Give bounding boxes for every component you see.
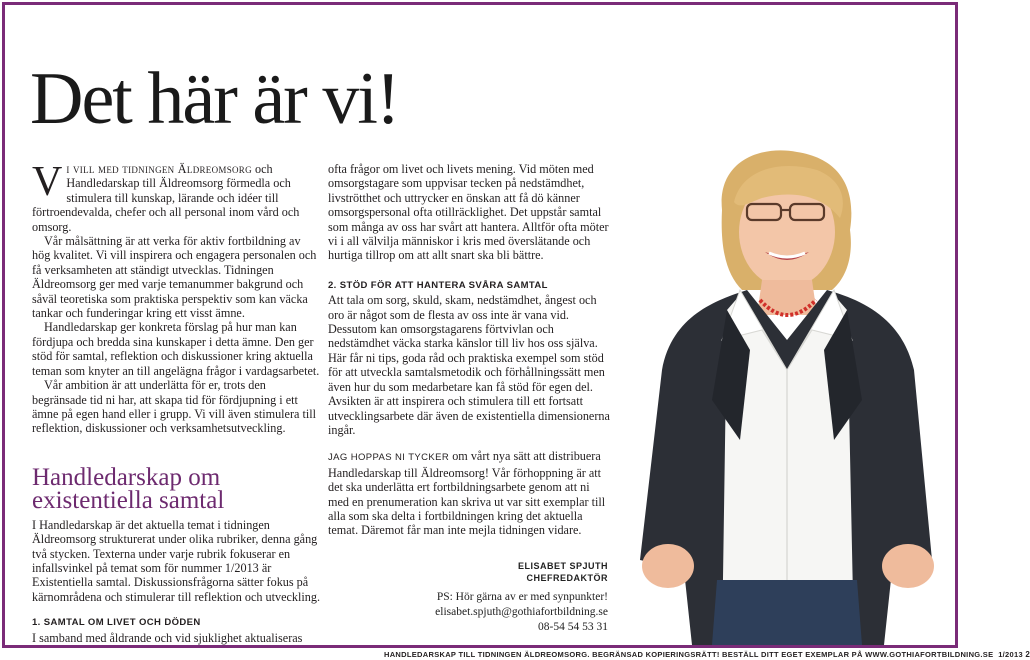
intro-paragraph-1: [32, 159, 320, 234]
middle-paragraph-3: [328, 449, 610, 537]
editor-portrait-photo: [622, 140, 944, 645]
ps-note: PS: Hör gärna av er med synpunkter!: [436, 591, 608, 603]
signature-role: CHEFREDAKTÖR: [526, 573, 608, 583]
middle-paragraph-1: ofta frågor om livet och livets mening. Vid möten med omsorgstagare som uppvisar tecken på nedstämdhet, livströtthet och uttrycker en önskan att få dö känner omsorgspersonal ofta otillräcklighet. Det uppstår samtal som många av oss har svårt att hantera. Alltför ofta möter vi i all välvilja människor i kris med överslätande och hurtiga tillrop om att allt snart ska bli bättre.: [328, 162, 609, 263]
intro-paragraph-2: Vår målsättning är att verka för aktiv fortbildning av hög kvalitet. Vi vill inspirera och engagera personalen och få verksamheten att ständigt utvecklas. Tidningen Äldreomsorg ger med varje temanummer bakgrund och såväl teoretiska som praktiska perspektiv som kan väcka tankar och funderingar kring ett visst ämne.: [32, 234, 317, 321]
contact-block: [400, 590, 608, 635]
contact-email[interactable]: elisabet.spjuth@gothiafortbildning.se: [435, 606, 608, 618]
section-heading: Handledarskap om existentiella samtal: [32, 463, 225, 514]
section-body: I Handledarskap är det aktuella temat i tidningen Äldreomsorg strukturerat under olika rubriker, denna gång två stycken. Texterna under varje rubrik fokuserar en infallsvinkel på temat som för nummer 1/2013 är Existentiella samtal. Diskussionsfrågorna sätter fokus på kärnområdena och stimulerar till reflektion och utveckling.: [32, 517, 321, 604]
left-column: [32, 159, 321, 645]
subheading-1: 1. SAMTAL OM LIVET OCH DÖDEN: [32, 617, 201, 629]
subheading-2: 2. STÖD FÖR ATT HANTERA SVÅRA SAMTAL: [328, 279, 548, 291]
page-footer: [384, 650, 1030, 660]
middle-column: [328, 162, 610, 538]
portrait-jeans: [712, 580, 862, 645]
signature: [420, 560, 608, 584]
intro-paragraph-4: Vår ambition är att underlätta för er, trots den begränsade tid ni har, att skapa tid för fördjupning i ett ämne på egen hand eller i grupp. Vi vill även stimulera till reflektion, diskussioner och verksamhetsutveckling.: [32, 378, 317, 436]
footer-issue: 1/2013: [998, 650, 1023, 659]
contact-phone: 08-54 54 53 31: [538, 621, 608, 633]
intro-paragraph-3: Handledarskap ger konkreta förslag på hur man kan fördjupa och bredda sina kunskaper i detta ämne. Den ger stöd för samtal, reflektion och diskussioner kring aktuella teman som knyter an till angelägna frågor i vardagsarbetet.: [32, 320, 320, 378]
page-number: 2: [1025, 650, 1030, 659]
subheading-1-text: I samband med åldrande och vid sjuklighet aktualiseras: [32, 630, 303, 645]
page-title: Det här är vi!: [30, 58, 399, 140]
intro-lead: i vill med tidningen Äldreomsorg: [66, 162, 252, 176]
footer-text: HANDLEDARSKAP TILL TIDNINGEN ÄLDREOMSORG. BEGRÄNSAD KOPIERINGSRÄTT! BESTÄLL DITT EGET EXEMPLAR PÅ WWW.GOTHIAFORTBILDNING.SE: [384, 650, 994, 659]
middle-paragraph-3-lead: JAG HOPPAS NI TYCKER: [328, 452, 450, 464]
signature-name: ELISABET SPJUTH: [517, 561, 608, 571]
intro-text: och Handledarskap till Äldreomsorg förmedla och stimulera till kunskap, lärande och idéer till förtroendevalda, chefer och all personal inom vård och omsorg.: [32, 162, 300, 234]
middle-paragraph-2: Att tala om sorg, skuld, skam, nedstämdhet, ångest och oro är något som de flesta av oss inte är vana vid. Dessutom kan omsorgstagarens förtvivlan och nedstämdhet väcka starka känslor till liv hos oss själva. Här får ni tips, goda råd och praktiska exempel som stöd för att utveckla samtalsmetodik och förhållningssätt men även hur du som medarbetare kan få stöd för egen del. Avsikten är att inspirera och stimulera till ett fortsatt utvecklingsarbete där även de existentiella dimensionerna ingår.: [328, 293, 610, 437]
middle-paragraph-3-text: om vårt nya sätt att distribuera Handledarskap till Äldreomsorg! Vår förhoppning är att det ska underlätta ert fortbildningsarbete genom att ni med en prenumeration kan skriva ut var sitt exemplar till alla som ska delta i fortbildningen kring det aktuella temat. Däremot får man inte mejla tidningen vidare.: [328, 449, 606, 538]
drop-cap: V: [32, 159, 63, 205]
